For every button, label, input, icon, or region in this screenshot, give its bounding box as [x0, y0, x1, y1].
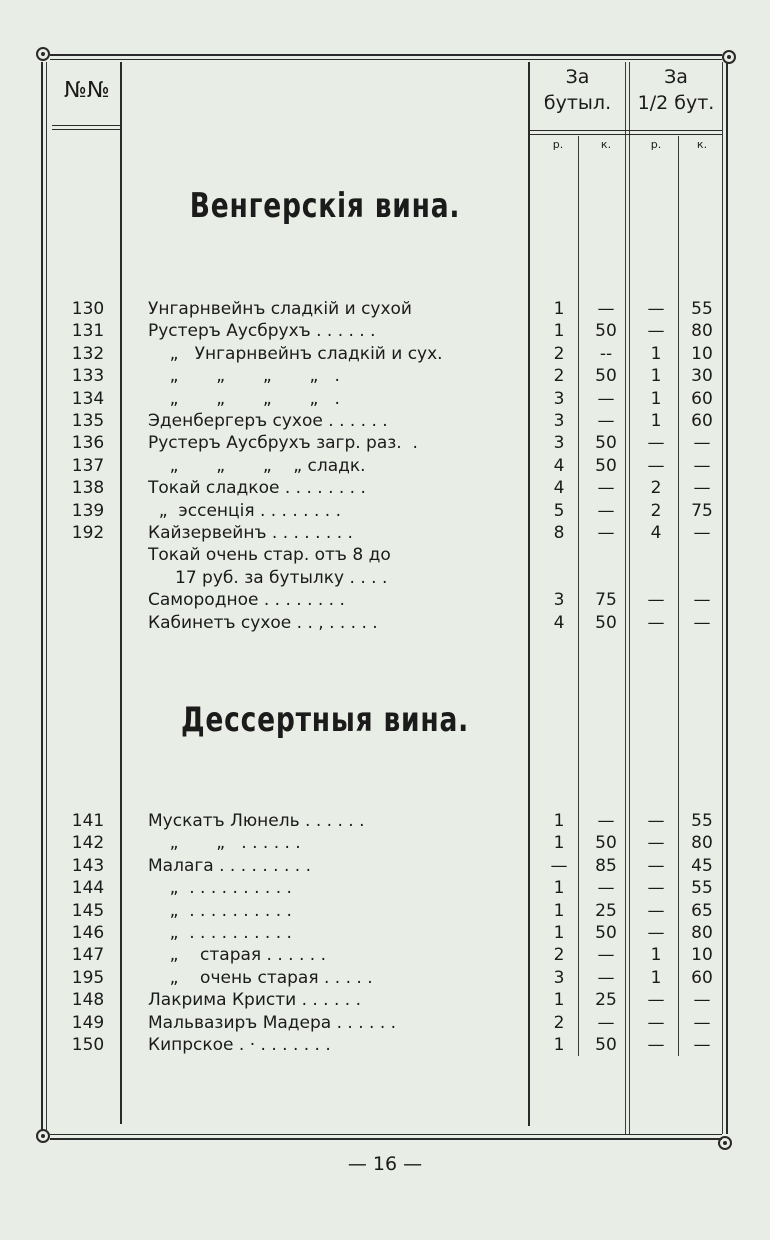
half-kop: —	[693, 523, 711, 543]
item-name: Мальвазиръ Мадера . . . . . .	[148, 1012, 397, 1033]
half-bottle-price-header	[630, 64, 722, 116]
bottle-kop: 50	[595, 612, 617, 633]
bottle-kop: 50	[595, 1035, 617, 1055]
half-kop: —	[693, 478, 711, 499]
half-kop: —	[693, 990, 711, 1011]
item-number: 142	[71, 833, 105, 854]
half-rub: —	[647, 299, 665, 319]
table-row	[0, 410, 770, 432]
bottle-rub: 2	[553, 1012, 565, 1033]
half-rub: 1	[650, 388, 662, 409]
half-rub: —	[647, 811, 665, 831]
half-header-line1: За	[664, 66, 688, 88]
bottle-kop: 50	[595, 455, 617, 476]
table-row	[0, 944, 770, 966]
item-name: „ . . . . . . . . . .	[148, 900, 292, 921]
item-name: 17 руб. за бутылку . . . .	[148, 567, 388, 588]
section-title: Дессертныя вина.	[180, 700, 470, 740]
bottle-kop: 25	[595, 990, 617, 1011]
item-number: 147	[71, 945, 105, 966]
table-row	[0, 298, 770, 320]
top-rule-inner	[50, 59, 722, 60]
bottle-header-line1: За	[565, 66, 590, 88]
item-name: „ „ „ „ .	[148, 366, 340, 387]
half-rub: 2	[650, 478, 662, 499]
table-row	[0, 900, 770, 922]
bottle-kop: —	[597, 523, 615, 543]
bottle-kop: —	[597, 945, 615, 966]
bottle-rub: 3	[553, 433, 565, 454]
half-rub: —	[647, 612, 665, 633]
half-kop: 60	[691, 411, 713, 431]
item-number: 148	[71, 990, 105, 1011]
table-row	[0, 500, 770, 522]
bottle-rub: 1	[553, 811, 565, 831]
half-rub: —	[647, 1012, 665, 1033]
table-row	[0, 832, 770, 854]
half-kop: —	[693, 433, 711, 454]
bottle-kop: 85	[595, 855, 617, 876]
table-row	[0, 522, 770, 544]
bottle-price-header	[530, 64, 625, 116]
bottle-rub: 3	[553, 590, 565, 611]
bottle-rub: 4	[553, 478, 565, 499]
bottle-kop: 75	[595, 590, 617, 611]
half-kop: 10	[691, 945, 713, 966]
bottle-rub: 1	[553, 833, 565, 854]
half-rub: —	[647, 590, 665, 611]
bottle-kop: —	[597, 299, 615, 319]
item-name: „ старая . . . . . .	[148, 945, 326, 966]
half-rub: 1	[650, 945, 662, 966]
item-name: „ Унгарнвейнъ сладкій и сух.	[148, 343, 443, 364]
item-number: 134	[71, 388, 105, 409]
half-kop: 60	[691, 388, 713, 409]
half-rub: 1	[650, 967, 662, 988]
bottle-kop: —	[597, 478, 615, 499]
corner-ornament-icon	[722, 50, 736, 64]
table-row	[0, 922, 770, 944]
item-number: 132	[71, 343, 105, 364]
half-kop: 65	[691, 900, 713, 921]
bottle-rub: 2	[553, 366, 565, 387]
item-number: 146	[71, 923, 105, 943]
half-rub: 2	[650, 500, 662, 521]
item-name: Кайзервейнъ . . . . . . . .	[148, 523, 353, 543]
half-rub: —	[647, 878, 665, 899]
item-name: „ „ „ „ сладк.	[148, 455, 366, 476]
section-title: Венгерскія вина.	[189, 186, 461, 226]
bottle-kop: —	[597, 411, 615, 431]
half-kop: 45	[691, 855, 713, 876]
bottom-rule	[50, 1134, 722, 1135]
item-number: 139	[71, 500, 105, 521]
half-kop: 55	[691, 299, 713, 319]
half-rub: —	[647, 455, 665, 476]
item-number: 138	[71, 478, 105, 499]
item-name: Эденбергеръ сухое . . . . . .	[148, 411, 388, 431]
bottle-kop: 50	[595, 833, 617, 854]
bottle-rub: 1	[553, 1035, 565, 1055]
item-name: „ . . . . . . . . . .	[148, 923, 292, 943]
item-name: „ „ „ „ .	[148, 388, 340, 409]
table-row	[0, 544, 770, 566]
item-number: 150	[71, 1035, 105, 1055]
half-header-line2: 1/2 бут.	[637, 92, 715, 114]
half-rub: —	[647, 433, 665, 454]
half-kop: 80	[691, 923, 713, 943]
top-rule	[50, 54, 722, 56]
bottle-rub: 3	[553, 967, 565, 988]
bottle-rub: 1	[553, 321, 565, 342]
bottle-rub: 4	[553, 455, 565, 476]
corner-ornament-icon	[718, 1136, 732, 1150]
bottle-kop: —	[597, 500, 615, 521]
page-number: — 16 —	[347, 1153, 423, 1175]
half-kop: —	[693, 1012, 711, 1033]
half-kop: 55	[691, 878, 713, 899]
num-header-rule-inner	[52, 129, 120, 130]
item-number: 145	[71, 900, 105, 921]
table-row	[0, 567, 770, 589]
bottle-kop: —	[597, 878, 615, 899]
item-name: Лакрима Кристи . . . . . .	[148, 990, 362, 1011]
item-number: 131	[71, 321, 105, 342]
half-rub: 4	[650, 523, 662, 543]
item-name: Токай очень стар. отъ 8 до	[148, 545, 391, 566]
bottle-kop: --	[599, 343, 613, 364]
item-number: 144	[71, 878, 105, 899]
item-name: Унгарнвейнъ сладкій и сухой	[148, 299, 412, 319]
item-number: 130	[71, 299, 105, 319]
item-name: „ „ . . . . . .	[148, 833, 301, 854]
bottle-rub: 1	[553, 923, 565, 943]
table-row	[0, 967, 770, 989]
bottle-rub: 5	[553, 500, 565, 521]
half-kop: 10	[691, 343, 713, 364]
bottle-kop: —	[597, 1012, 615, 1033]
item-number: 141	[71, 811, 105, 831]
half-rub: —	[647, 855, 665, 876]
price-header-rule-inner	[530, 134, 722, 135]
half-rub: 1	[650, 366, 662, 387]
item-name: Рустеръ Аусбрухъ . . . . . .	[148, 321, 376, 342]
item-number: 136	[71, 433, 105, 454]
table-row	[0, 810, 770, 832]
half-rub: 1	[650, 343, 662, 364]
half-rub: —	[647, 990, 665, 1011]
rub-subheader: р.	[650, 138, 662, 151]
bottle-header-line2: бутыл.	[543, 92, 612, 114]
table-row	[0, 455, 770, 477]
bottle-rub: 1	[553, 900, 565, 921]
half-kop: —	[693, 1035, 711, 1055]
bottle-kop: —	[597, 811, 615, 831]
table-row	[0, 855, 770, 877]
table-row	[0, 477, 770, 499]
half-kop: 30	[691, 366, 713, 387]
item-name: Рустеръ Аусбрухъ загр. раз. .	[148, 433, 418, 454]
item-name: Кабинетъ сухое . . , . . . . .	[148, 612, 378, 633]
table-row	[0, 1034, 770, 1056]
rub-subheader: р.	[552, 138, 564, 151]
bottle-rub: 1	[553, 878, 565, 899]
half-rub: —	[647, 321, 665, 342]
bottle-rub: 1	[553, 299, 565, 319]
table-row	[0, 365, 770, 387]
bottom-rule-inner	[50, 1138, 722, 1140]
table-row	[0, 320, 770, 342]
half-kop: 80	[691, 833, 713, 854]
item-number: 135	[71, 411, 105, 431]
num-header-rule	[52, 125, 120, 126]
table-row	[0, 877, 770, 899]
half-kop: —	[693, 590, 711, 611]
item-name: Малага . . . . . . . . .	[148, 855, 311, 876]
bottle-rub: 3	[553, 388, 565, 409]
table-row	[0, 432, 770, 454]
bottle-rub: 2	[553, 945, 565, 966]
item-name: Самородное . . . . . . . .	[148, 590, 345, 611]
bottle-rub: 2	[553, 343, 565, 364]
kop-subheader: к.	[696, 138, 708, 151]
number-column-header: №№	[64, 78, 110, 103]
half-kop: —	[693, 455, 711, 476]
table-row	[0, 343, 770, 365]
bottle-rub: 1	[553, 990, 565, 1011]
item-name: Токай сладкое . . . . . . . .	[148, 478, 366, 499]
half-rub: —	[647, 833, 665, 854]
bottle-rub: 4	[553, 612, 565, 633]
half-rub: —	[647, 900, 665, 921]
bottle-kop: 50	[595, 433, 617, 454]
corner-ornament-icon	[36, 47, 50, 61]
item-name: „ эссенція . . . . . . . .	[148, 500, 342, 521]
half-rub: —	[647, 923, 665, 943]
half-rub: —	[647, 1035, 665, 1055]
bottle-kop: 50	[595, 321, 617, 342]
half-kop: 75	[691, 500, 713, 521]
corner-ornament-icon	[36, 1129, 50, 1143]
half-kop: 55	[691, 811, 713, 831]
bottle-kop: 25	[595, 900, 617, 921]
half-rub: 1	[650, 411, 662, 431]
item-name: „ очень старая . . . . .	[148, 967, 373, 988]
table-row	[0, 1012, 770, 1034]
item-number: 149	[71, 1012, 105, 1033]
item-name: Мускатъ Люнель . . . . . .	[148, 811, 365, 831]
bottle-rub: 3	[553, 411, 565, 431]
bottle-rub: 8	[553, 523, 565, 543]
half-kop: 80	[691, 321, 713, 342]
item-number: 137	[71, 455, 105, 476]
bottle-kop: 50	[595, 923, 617, 943]
price-header-rule	[530, 130, 722, 131]
table-row	[0, 388, 770, 410]
table-row	[0, 989, 770, 1011]
kop-subheader: к.	[600, 138, 612, 151]
table-row	[0, 589, 770, 611]
item-number: 192	[71, 523, 105, 543]
bottle-kop: 50	[595, 366, 617, 387]
item-number: 133	[71, 366, 105, 387]
item-name: Кипрское . · . . . . . . .	[148, 1035, 331, 1055]
item-number: 195	[71, 967, 105, 988]
half-kop: —	[693, 612, 711, 633]
item-name: „ . . . . . . . . . .	[148, 878, 292, 899]
bottle-rub: —	[550, 855, 568, 876]
bottle-kop: —	[597, 967, 615, 988]
item-number: 143	[71, 855, 105, 876]
bottle-kop: —	[597, 388, 615, 409]
half-kop: 60	[691, 967, 713, 988]
table-row	[0, 612, 770, 634]
